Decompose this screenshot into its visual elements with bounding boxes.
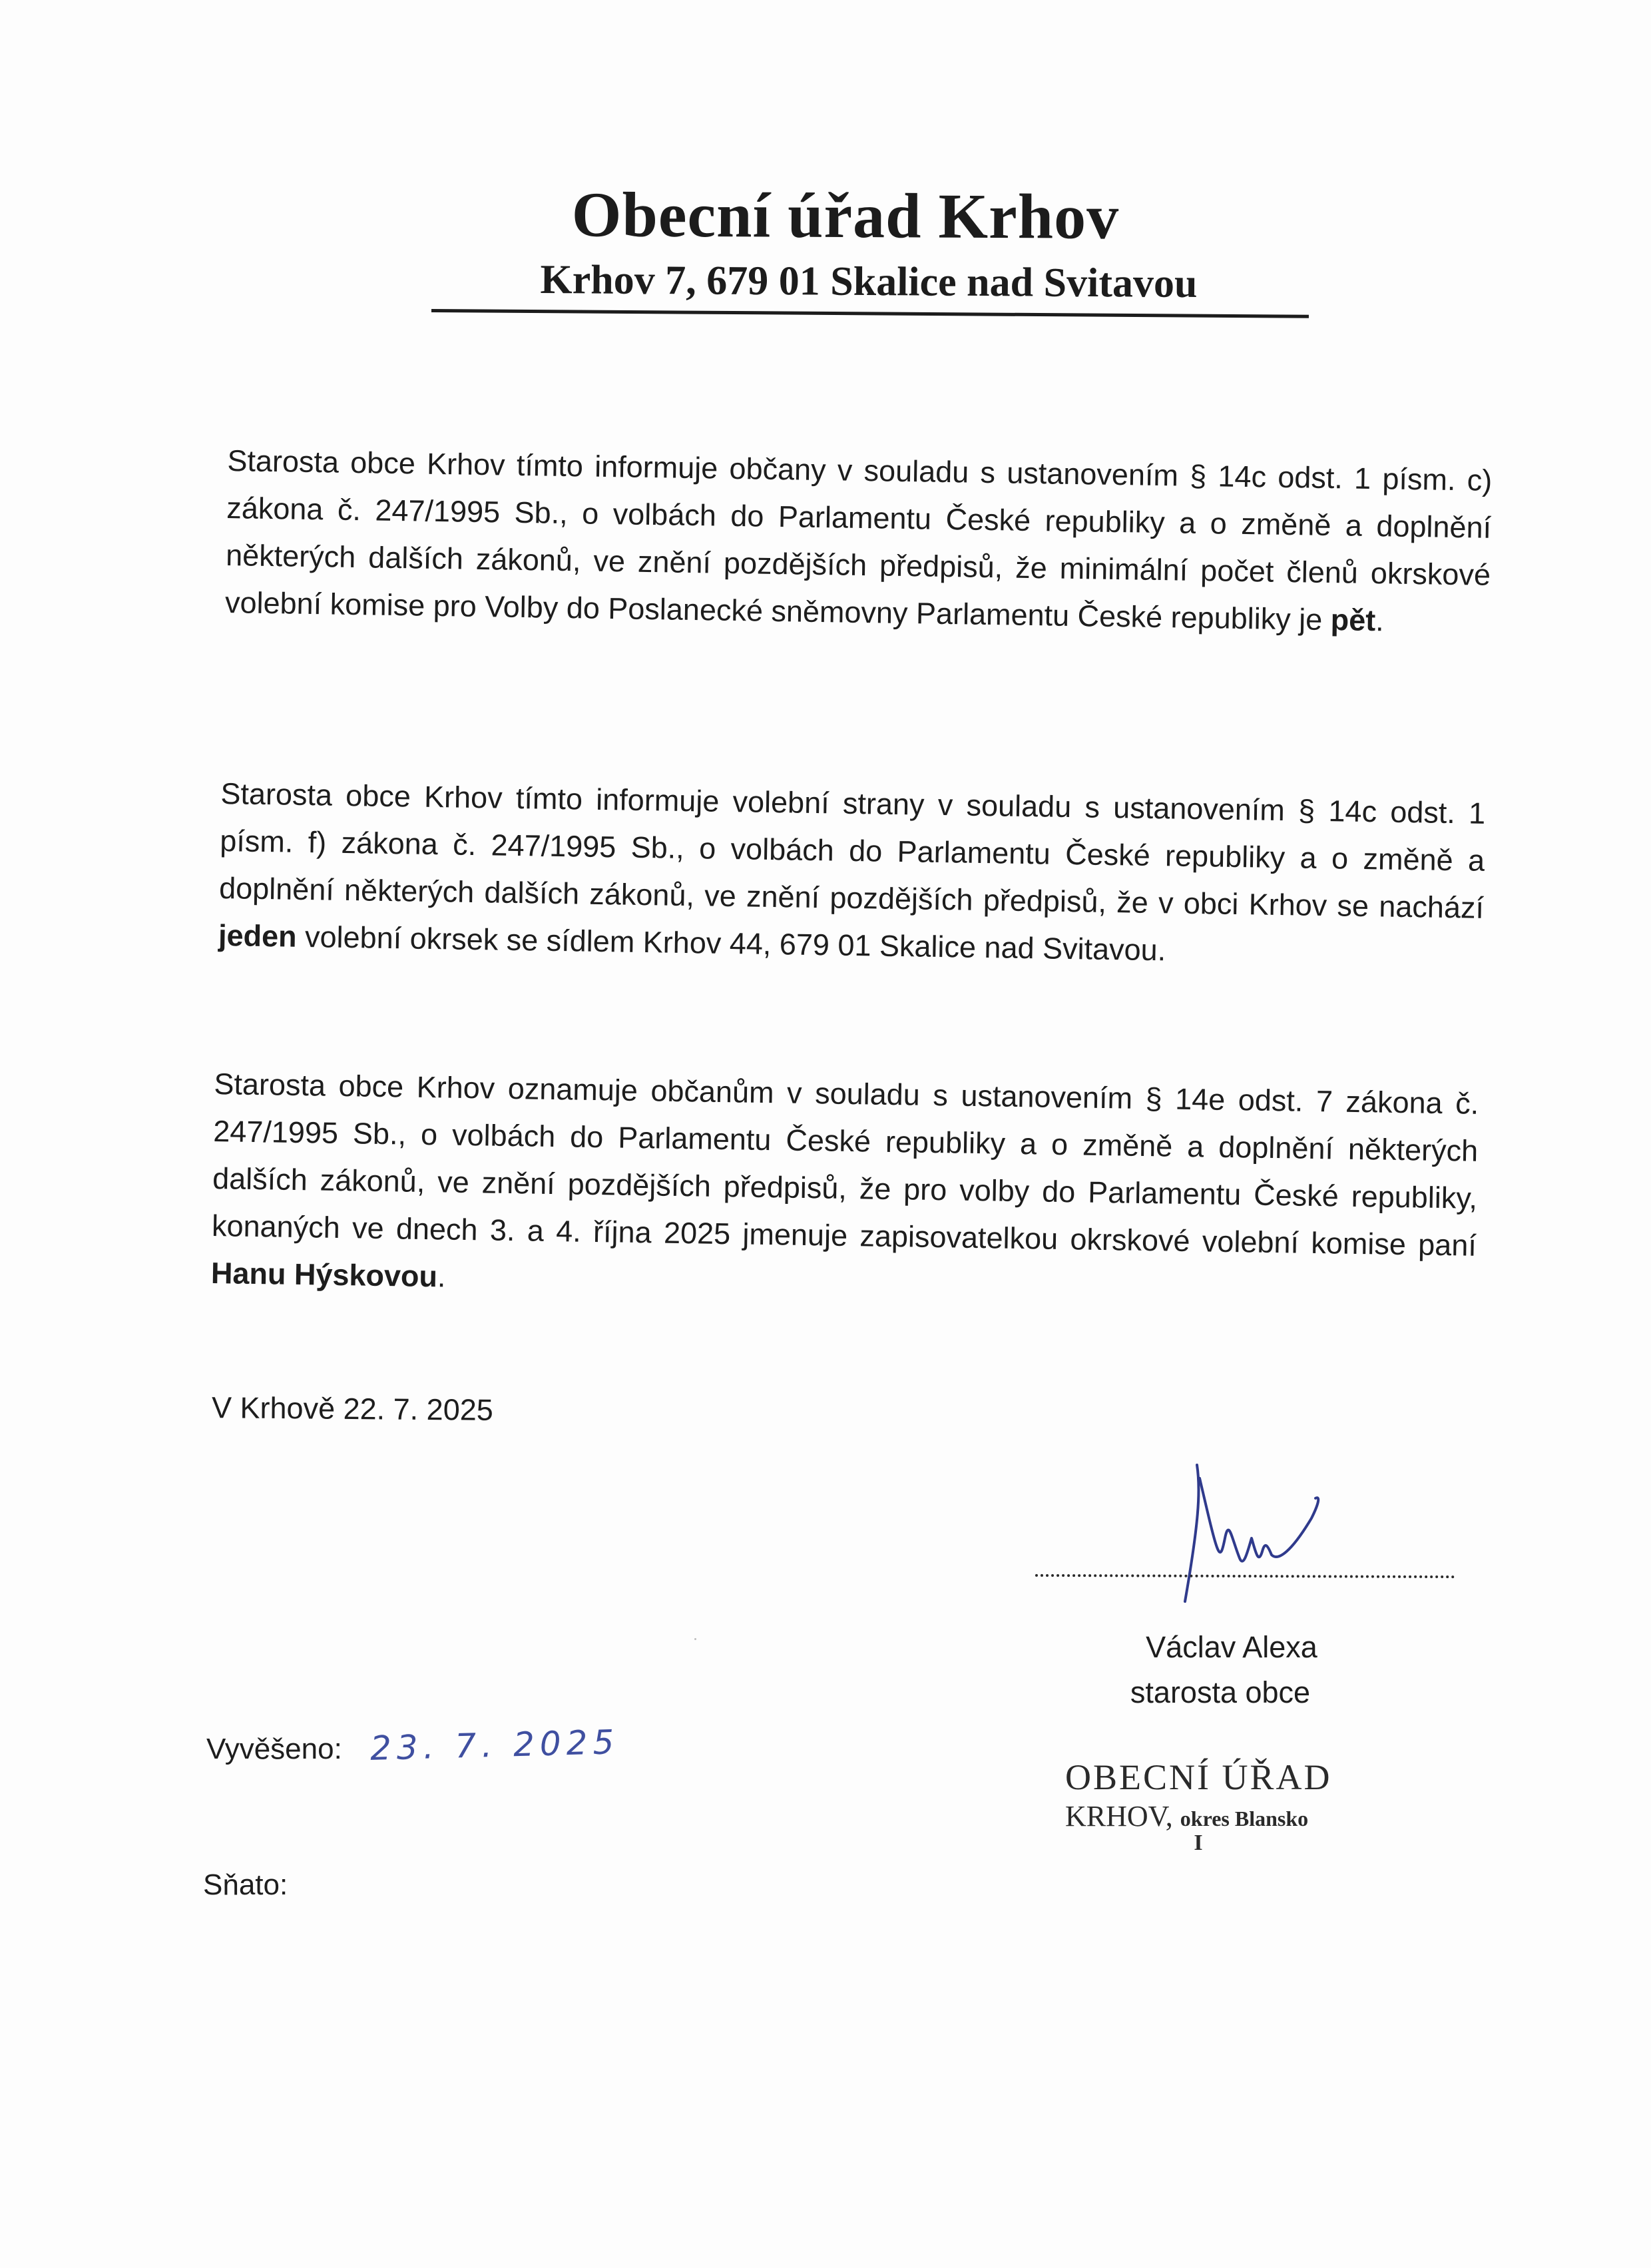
stamp-place: KRHOV,: [1065, 1800, 1173, 1833]
office-address: Krhov 7, 679 01 Skalice nad Svitavou: [540, 256, 1198, 307]
paragraph-text-end: .: [1375, 603, 1385, 638]
office-title: Obecní úřad Krhov: [571, 178, 1120, 252]
signer-name: Václav Alexa: [1146, 1630, 1317, 1664]
stamp-district: okres Blansko: [1180, 1807, 1309, 1831]
scan-speck: [694, 1638, 696, 1640]
stamp-line-place: [1065, 1799, 1371, 1833]
signature-line: [1035, 1567, 1455, 1578]
office-stamp: [1065, 1757, 1371, 1856]
paragraph-text: Starosta obce Krhov tímto informuje volební strany v souladu s ustanovením § 14c odst. 1 písm. f) zákona č. 247/1995 Sb., o volbách do Parlamentu České republiky a o změně a doplnění některých dalších zákonů, ve znění pozdějších předpisů, že v obci Krhov se nachází: [218, 776, 1486, 925]
paragraph-bold-value: jeden: [218, 918, 298, 954]
handwritten-signature: [1178, 1452, 1331, 1605]
paragraph-bold-value: pět: [1330, 603, 1376, 638]
paragraph-minimum-members: [225, 437, 1493, 646]
paragraph-text: Starosta obce Krhov oznamuje občanům v souladu s ustanovením § 14e odst. 7 zákona č. 247/1995 Sb., o volbách do Parlamentu České republiky a o změně a doplnění některých dalších zákonů, ve znění pozdějších předpisů, že pro volby do Parlamentu České republiky, konaných ve dnech 3. a 4. října 2025 jmenuje zapisovatelkou okrskové volební komise paní: [211, 1066, 1479, 1263]
paragraph-recorder-appointment: [210, 1060, 1479, 1316]
header-underline: [431, 309, 1309, 318]
stamp-line-office: OBECNÍ ÚŘAD: [1065, 1757, 1332, 1797]
paragraph-text: Starosta obce Krhov tímto informuje občany v souladu s ustanovením § 14c odst. 1 písm. c) zákona č. 247/1995 Sb., o volbách do Parlamentu České republiky a o změně a doplnění některých dalších zákonů, ve znění pozdějších předpisů, že minimální počet členů okrskové volební komise pro Volby do Poslanecké sněmovny Parlamentu České republiky je: [224, 443, 1493, 637]
posted-label: Vyvěšeno:: [206, 1733, 342, 1765]
paragraph-voting-district: [218, 770, 1486, 979]
paragraph-text-end: .: [437, 1259, 446, 1294]
posted-date-handwritten: 23. 7. 2025: [369, 1723, 620, 1768]
signer-role: starosta obce: [1130, 1675, 1311, 1709]
stamp-line-number: I: [1194, 1831, 1203, 1855]
paragraph-text-end: volební okrsek se sídlem Krhov 44, 679 01 Skalice nad Svitavou.: [296, 919, 1166, 968]
place-and-date: V Krhově 22. 7. 2025: [211, 1390, 494, 1427]
removed-label: Sňato:: [203, 1868, 288, 1901]
paragraph-bold-value: Hanu Hýskovou: [210, 1255, 438, 1294]
